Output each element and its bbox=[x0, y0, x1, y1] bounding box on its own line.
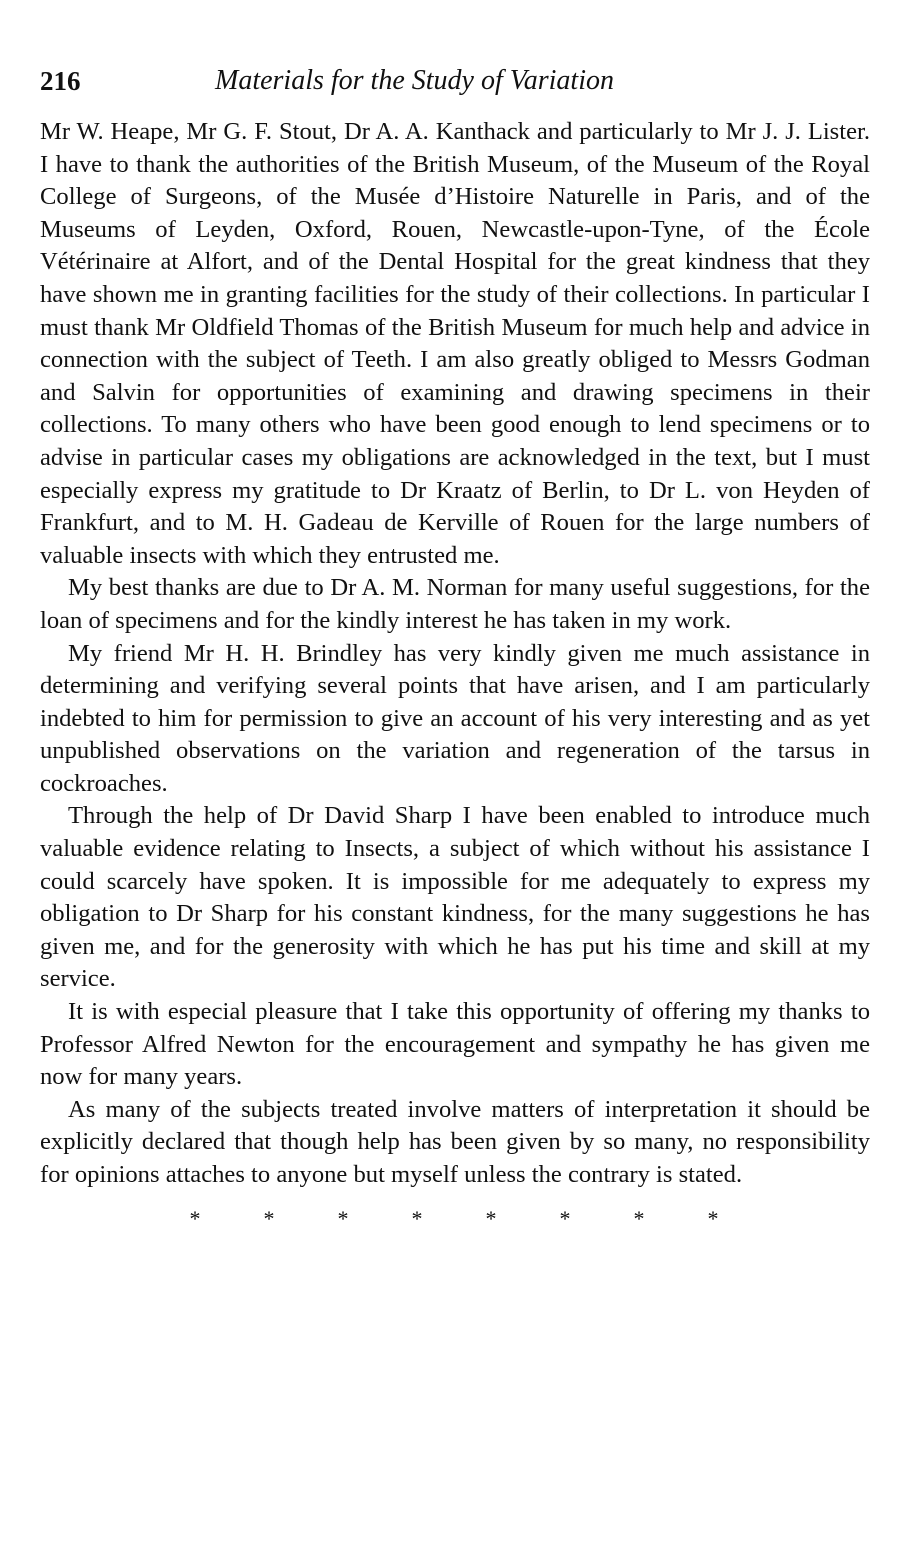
asterisk: * bbox=[337, 1205, 349, 1231]
asterisk: * bbox=[189, 1205, 201, 1231]
paragraph-norman: My best thanks are due to Dr A. M. Norman for many useful suggestions, for the loan of specimens and for the kindly interest he has taken in my work. bbox=[40, 574, 870, 634]
paragraph-sharp: Through the help of Dr David Sharp I have been enabled to introduce much valuable evidence relating to Insects, a subject of which without his assistance I could scarcely have spoken. It is impossible for me adequately to express my obligation to Dr Sharp for his constant kindness, for the many suggestions he has given me, and for the generosity with which he has put his time and skill at my service. bbox=[40, 802, 870, 993]
book-title: Materials for the Study of Variation bbox=[215, 65, 614, 96]
page-number: 216 bbox=[40, 66, 81, 96]
asterisk: * bbox=[559, 1205, 571, 1231]
asterisk: * bbox=[263, 1205, 275, 1231]
asterisk-divider bbox=[40, 1206, 870, 1232]
paragraph-responsibility: As many of the subjects treated involve matters of interpretation it should be explicitly declared that though help has been given by so many, no responsibility for opinions attaches to anyone but myself unless the contrary is stated. bbox=[40, 1095, 870, 1188]
running-head bbox=[40, 58, 870, 104]
paragraph-brindley: My friend Mr H. H. Brindley has very kindly given me much assistance in determining and verifying several points that have arisen, and I am particularly indebted to him for permission to give an account of his very interesting and as yet unpublished observations on the variation and regeneration of the tarsus in cockroaches. bbox=[40, 639, 870, 797]
paragraph-newton: It is with especial pleasure that I take this opportunity of offering my thanks to Professor Alfred Newton for the encouragement and sympathy he has given me now for many years. bbox=[40, 998, 870, 1091]
asterisk: * bbox=[411, 1205, 423, 1231]
asterisk: * bbox=[707, 1205, 719, 1231]
asterisk: * bbox=[633, 1205, 645, 1231]
paragraph-acknowledgements-continued: Mr W. Heape, Mr G. F. Stout, Dr A. A. Kanthack and particularly to Mr J. J. Lister. I have to thank the authorities of the British Museum, of the Museum of the Royal College of Surgeons, of the Musée d’Histoire Naturelle in Paris, and of the Museums of Leyden, Oxford, Rouen, Newcastle-upon-Tyne, of the École Vétérinaire at Alfort, and of the Dental Hospital for the great kindness that they have shown me in granting facilities for the study of their collections. In particular I must thank Mr Oldfield Thomas of the British Museum for much help and advice in connection with the subject of Teeth. I am also greatly obliged to Messrs Godman and Salvin for opportunities of examining and drawing specimens in their collections. To many others who have been good enough to lend specimens or to advise in particular cases my obligations are acknowledged in the text, but I must especially express my gratitude to Dr Kraatz of Berlin, to Dr L. von Heyden of Frankfurt, and to M. H. Gadeau de Kerville of Rouen for the large numbers of valuable insects with which they entrusted me. bbox=[40, 118, 870, 569]
body-text bbox=[40, 116, 870, 1192]
document-page bbox=[40, 58, 870, 1232]
asterisk: * bbox=[485, 1205, 497, 1231]
